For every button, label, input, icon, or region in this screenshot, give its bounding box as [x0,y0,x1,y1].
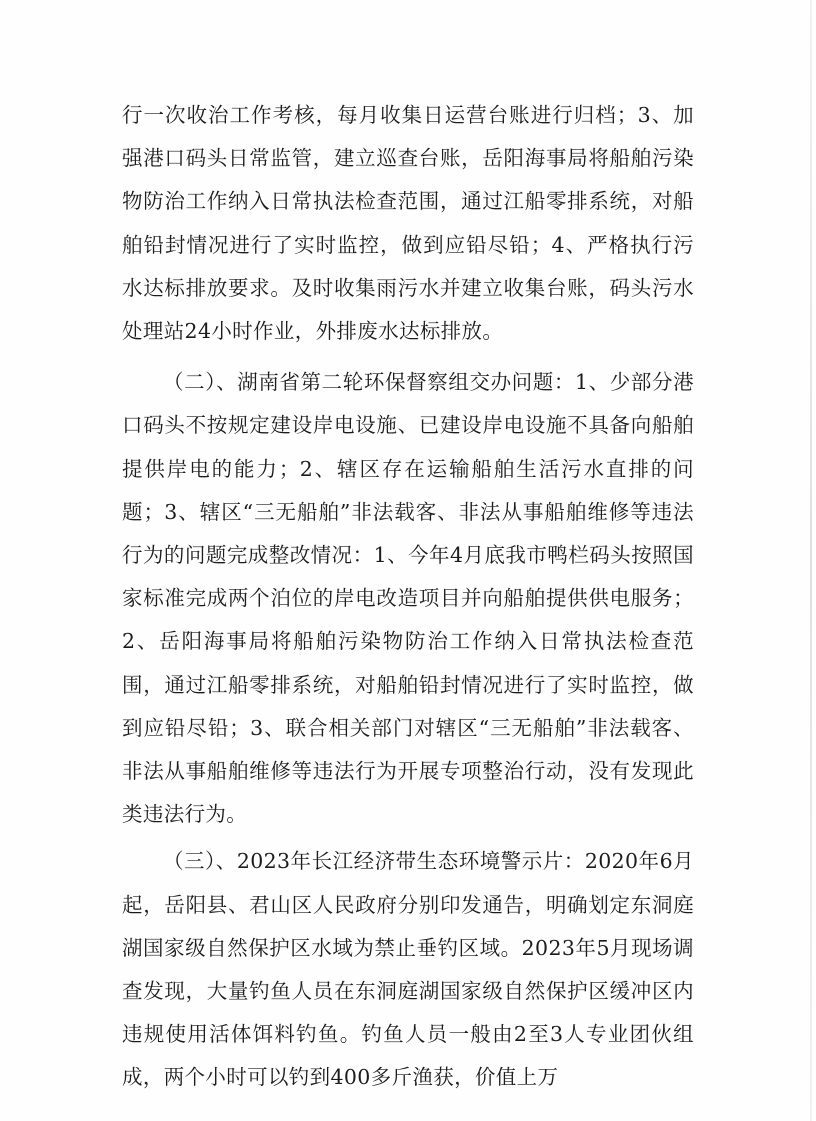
scan-edge-shadow [810,0,812,1121]
document-body [122,94,694,1100]
paragraph-section-three: （三）、2023年长江经济带生态环境警示片：2020年6月起，岳阳县、君山区人民政府分别印发通告，明确划定东洞庭湖国家级自然保护区水域为禁止垂钓区域。2023年5月现场调查发现，大量钓鱼人员在东洞庭湖国家级自然保护区缓冲区内违规使用活体饵料钓鱼。钓鱼人员一般由2至3人专业团伙组成，两个小时可以钓到400多斤渔获，价值上万 [122,849,694,1090]
paragraph-section-two: （二）、湖南省第二轮环保督察组交办问题：1、少部分港口码头不按规定建设岸电设施、已建设岸电设施不具备向船舶提供岸电的能力；2、辖区存在运输船舶生活污水直排的问题；3、辖区“三无船舶”非法载客、非法从事船舶维修等违法行为的问题完成整改情况：1、今年4月底我市鸭栏码头按照国家标准完成两个泊位的岸电改造项目并向船舶提供供电服务；2、岳阳海事局将船舶污染物防治工作纳入日常执法检查范围，通过江船零排系统，对船舶铅封情况进行了实时监控，做到应铅尽铅；3、联合相关部门对辖区“三无船舶”非法载客、非法从事船舶维修等违法行为开展专项整治行动，没有发现此类违法行为。 [122,370,694,827]
paragraph-continuation: 行一次收治工作考核，每月收集日运营台账进行归档；3、加强港口码头日常监管，建立巡查台账，岳阳海事局将船舶污染物防治工作纳入日常执法检查范围，通过江船零排系统，对船舶铅封情况进行了实时监控，做到应铅尽铅；4、严格执行污水达标排放要求。及时收集雨污水并建立收集台账，码头污水处理站24小时作业，外排废水达标排放。 [122,103,694,344]
